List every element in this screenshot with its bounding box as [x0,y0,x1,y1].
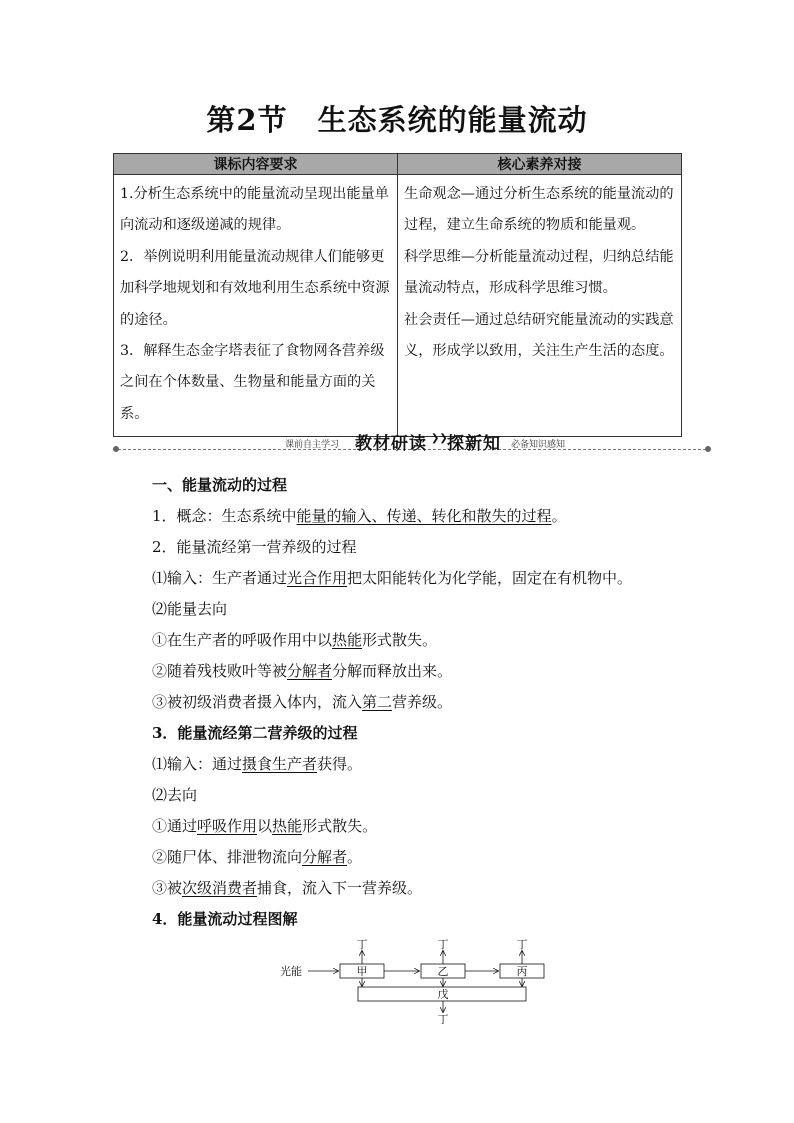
col2-header: 核心素养对接 [398,154,682,175]
item-3-2-b [152,842,712,873]
banner-left-label: 课前自主学习 [285,440,340,450]
item-2: 2．能量流经第一营养级的过程 [152,538,357,556]
literacy-1: 生命观念—通过分析生态系统的能量流动的过程，建立生命系统的物质和能量观。 [404,186,674,234]
section-banner [113,426,711,454]
item-3-1-a: ⑴输入：通过 [152,755,243,773]
item-3-2-b-end: 。 [347,848,363,866]
item-3-2-c [152,873,712,904]
label-jia: 甲 [356,965,368,978]
item-2-1 [152,563,712,594]
label-bing: 丙 [516,965,528,978]
item-3-2-a-mid: 以 [257,817,273,835]
item-2-2-c-end: 营养级。 [392,693,453,711]
requirement-2: 2．举例说明利用能量流动规律人们能够更加科学地规划和有效地利用生态系统中资源的途径。 [120,248,390,328]
item-2-2-b-end: 分解而释放出来。 [332,662,453,680]
label-ding-bottom: 丁 [437,1013,449,1024]
item-3-2-c-key: 次级消费者 [182,879,258,897]
core-literacy-cell [398,175,682,437]
label-wu: 戊 [437,988,449,1001]
energy-flow-diagram [278,932,548,1024]
item-3-2-c-end: 捕食，流入下一营养级。 [257,879,423,897]
label-ding-2: 丁 [437,938,449,951]
banner-dot-left [113,446,119,452]
col1-header: 课标内容要求 [114,154,398,175]
item-2-2-c-key: 第二 [362,693,393,711]
item-2-2: ⑵能量去向 [152,600,228,618]
item-1-prefix: 1．概念：生态系统中 [152,507,297,525]
item-3-2-a-key2: 热能 [272,817,303,835]
banner-right-label: 必备知识感知 [511,440,566,450]
item-2-1-a: ⑴输入：生产者通过 [152,569,288,587]
item-3-2-a [152,811,712,842]
item-1 [152,501,712,532]
label-yi: 乙 [437,965,449,978]
section1-heading: 一、能量流动的过程 [152,476,288,494]
item-3-2-a-key1: 呼吸作用 [197,817,258,835]
section-number: 第2节 [206,103,288,137]
banner-title-2: 探新知 [447,434,501,454]
item-3: 3．能量流经第二营养级的过程 [152,724,358,742]
page-title [0,98,794,139]
item-3-1-b: 获得。 [317,755,363,773]
item-1-suffix: 。 [551,507,567,525]
item-3-2-a-end: 形式散失。 [302,817,378,835]
item-1-key: 能量的输入、传递、转化和散失的过程 [296,507,552,525]
item-2-2-b-key: 分解者 [287,662,333,680]
label-light: 光能 [280,965,302,978]
content-body [152,470,712,935]
label-ding-1: 丁 [356,938,368,951]
label-ding-3: 丁 [516,938,528,951]
curriculum-requirements-cell [114,175,398,437]
literacy-2: 科学思维—分析能量流动过程，归纳总结能量流动特点，形成科学思维习惯。 [404,248,674,297]
item-2-2-c [152,687,712,718]
item-2-2-b [152,656,712,687]
requirement-3: 3．解释生态金字塔表征了食物网各营养级之间在个体数量、生物量和能量方面的关系。 [120,343,385,422]
item-4: 4．能量流动过程图解 [152,910,298,928]
item-2-2-a [152,625,712,656]
item-3-1 [152,749,712,780]
requirement-1: 1.分析生态系统中的能量流动呈现出能量单向流动和逐级递减的规律。 [120,186,389,234]
banner-dot-right [705,446,711,452]
literacy-3: 社会责任—通过总结研究能量流动的实践意义，形成学以致用，关注生产生活的态度。 [404,311,674,360]
item-3-1-key: 摄食生产者 [242,755,318,773]
standards-table [113,153,682,437]
section-name: 生态系统的能量流动 [317,103,588,137]
item-2-2-a-key: 热能 [332,631,363,649]
banner-arrow-icon: ❯❯ [431,433,448,444]
item-3-2-b-text: ②随尸体、排泄物流向 [152,848,303,866]
item-2-2-a-end: 形式散失。 [362,631,438,649]
item-3-2: ⑵去向 [152,786,198,804]
item-2-2-b-text: ②随着残枝败叶等被 [152,662,288,680]
banner-title-1: 教材研读 [355,434,427,454]
item-3-2-c-text: ③被 [152,879,183,897]
item-2-2-a-text: ①在生产者的呼吸作用中以 [152,631,333,649]
item-3-2-a-text: ①通过 [152,817,198,835]
item-2-1-key: 光合作用 [287,569,348,587]
item-2-1-b: 把太阳能转化为化学能，固定在有机物中。 [347,569,633,587]
item-3-2-b-key: 分解者 [302,848,348,866]
item-2-2-c-text: ③被初级消费者摄入体内，流入 [152,693,363,711]
